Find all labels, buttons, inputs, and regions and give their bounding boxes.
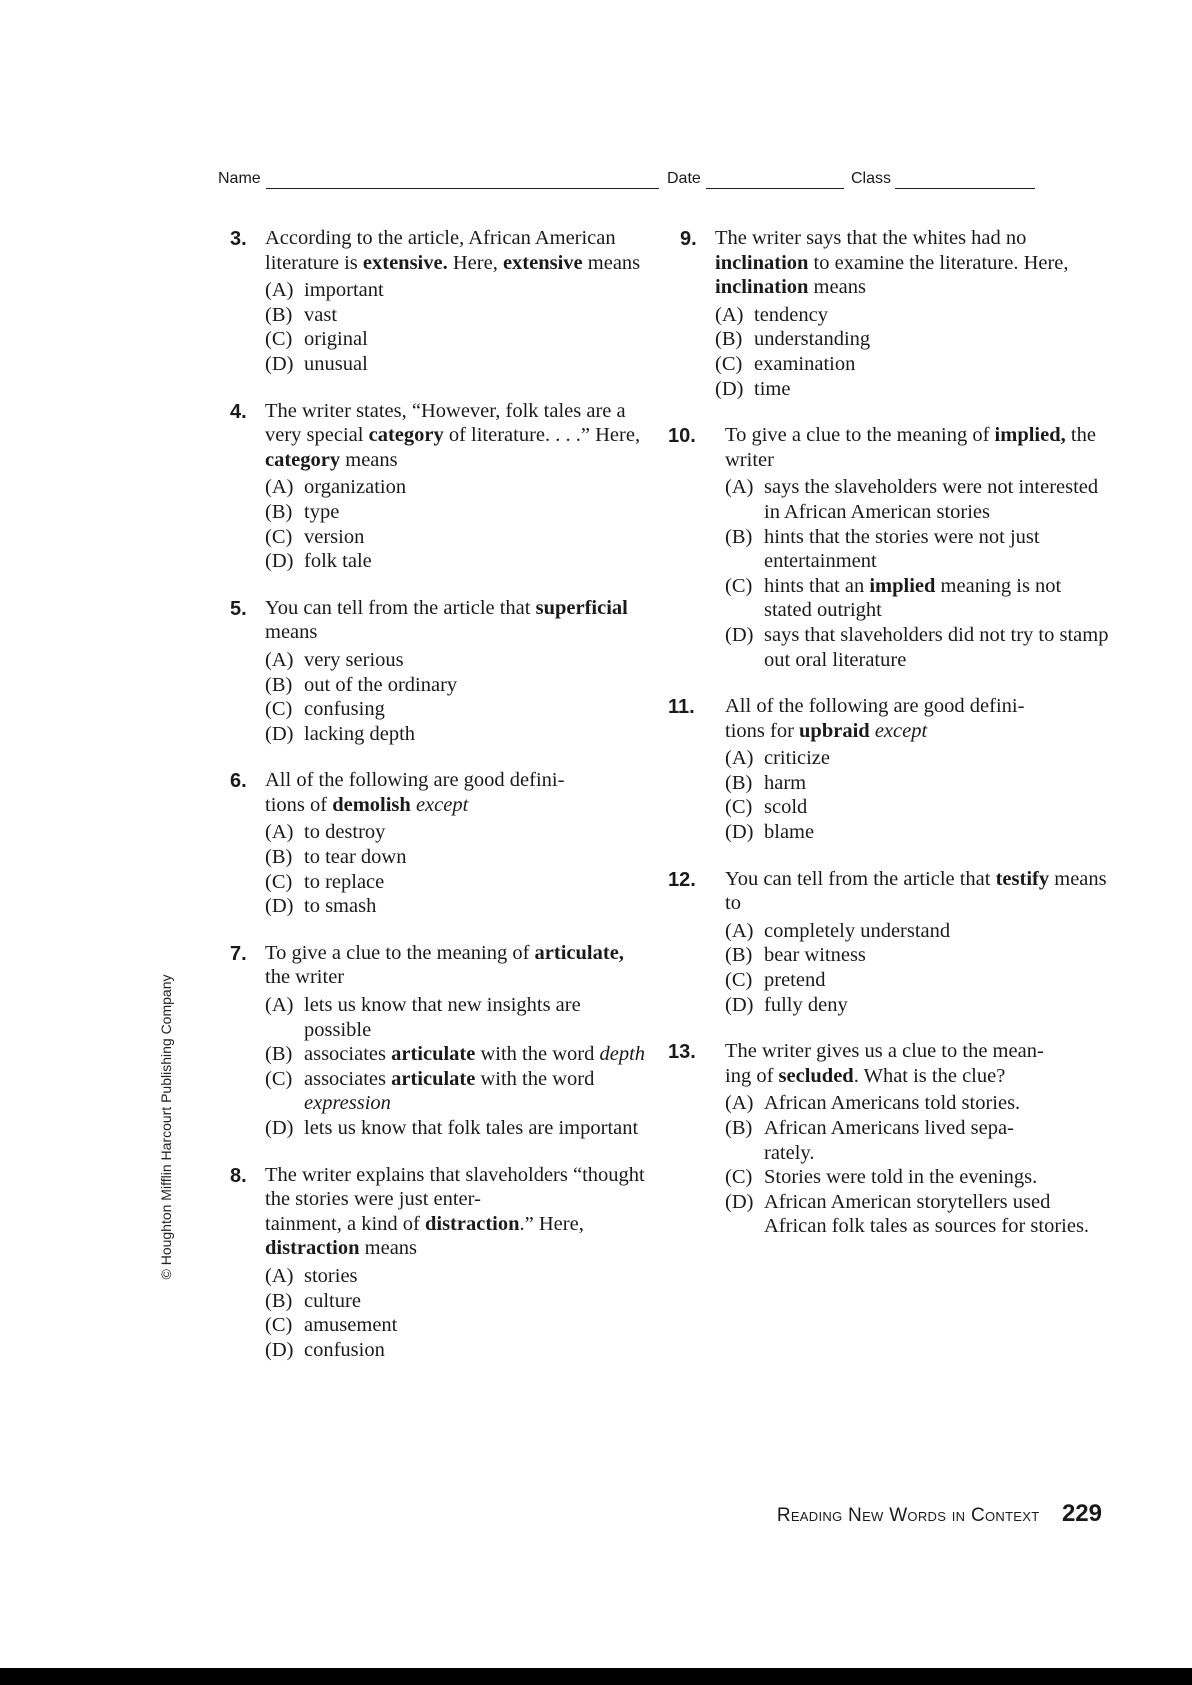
option-letter: (D) xyxy=(715,377,744,400)
option-letter: (C) xyxy=(265,698,293,721)
answer-option xyxy=(265,549,650,574)
footer-title: Reading New Words in Context xyxy=(776,1505,1040,1526)
option-text: tendency xyxy=(754,303,828,326)
answer-options xyxy=(265,648,650,746)
option-letter: (D) xyxy=(725,993,754,1016)
answer-option xyxy=(265,1116,650,1141)
answer-option xyxy=(265,870,650,895)
option-text: original xyxy=(304,328,368,351)
option-letter: (C) xyxy=(725,969,753,992)
answer-option xyxy=(715,377,1110,402)
answer-option xyxy=(265,1067,650,1116)
option-letter: (B) xyxy=(725,771,753,794)
answer-option xyxy=(715,327,1110,352)
question-number: 9. xyxy=(680,228,697,250)
question-stem: According to the article, African American literature is extensive. Here, extensive means xyxy=(265,227,641,274)
question-stem: The writer explains that slaveholders “thought the stories were just enter- tainment, a kind of distraction.” Here, distraction means xyxy=(265,1163,645,1260)
option-letter: (B) xyxy=(725,1117,753,1139)
answer-option xyxy=(725,623,1110,672)
answer-options xyxy=(265,278,650,376)
answer-option xyxy=(725,1165,1110,1190)
option-text: important xyxy=(304,279,384,302)
date-label: Date xyxy=(667,170,701,187)
option-text: to destroy xyxy=(304,821,386,844)
question-stem: All of the following are good defini- tions for upbraid except xyxy=(725,695,1025,742)
answer-option xyxy=(715,352,1110,377)
option-letter: (C) xyxy=(265,328,293,351)
option-letter: (D) xyxy=(265,895,294,918)
question-number: 12. xyxy=(668,868,696,891)
option-text: confusion xyxy=(304,1338,385,1361)
answer-option xyxy=(725,919,1110,944)
option-text: out of the ordinary xyxy=(304,673,458,696)
question-6 xyxy=(230,768,650,919)
option-text: time xyxy=(754,377,791,400)
question-number: 3. xyxy=(230,228,247,250)
question-stem: You can tell from the article that testify means to xyxy=(725,867,1107,915)
question-number: 4. xyxy=(230,400,247,423)
answer-option xyxy=(265,1338,650,1363)
option-text: scold xyxy=(764,796,808,819)
answer-option xyxy=(265,845,650,870)
question-number: 6. xyxy=(230,770,247,793)
option-text: fully deny xyxy=(764,993,848,1016)
copyright-text: © Houghton Mifflin Harcourt Publishing Company xyxy=(158,974,174,1280)
option-text: folk tale xyxy=(304,550,372,573)
answer-option xyxy=(265,1289,650,1314)
question-number: 8. xyxy=(230,1164,247,1187)
question-4 xyxy=(230,399,650,574)
option-letter: (A) xyxy=(265,648,294,671)
answer-option xyxy=(725,943,1110,968)
answer-option xyxy=(725,1116,1110,1165)
option-letter: (D) xyxy=(265,1338,294,1361)
question-stem: The writer says that the whites had no inclination to examine the literature. Here, inclination means xyxy=(715,227,1069,299)
option-letter: (C) xyxy=(265,525,293,548)
question-13 xyxy=(668,1039,1110,1239)
option-letter: (A) xyxy=(265,1264,294,1287)
option-letter: (B) xyxy=(715,328,743,351)
option-letter: (A) xyxy=(265,994,294,1017)
answer-option xyxy=(265,525,650,550)
option-letter: (C) xyxy=(265,1314,293,1337)
question-stem: The writer gives us a clue to the mean- ing of secluded. What is the clue? xyxy=(725,1040,1044,1087)
answer-option xyxy=(265,697,650,722)
option-letter: (B) xyxy=(725,525,753,548)
answer-option xyxy=(265,648,650,673)
question-stem: You can tell from the article that superficial means xyxy=(265,596,628,644)
option-text: to tear down xyxy=(304,846,407,869)
option-text: amusement xyxy=(304,1314,398,1337)
option-text: stories xyxy=(304,1264,358,1287)
answer-option xyxy=(725,771,1110,796)
option-letter: (C) xyxy=(715,352,743,375)
option-text: hints that an implied meaning is not stated outright xyxy=(764,574,1062,622)
question-stem: All of the following are good defini- tions of demolish except xyxy=(265,769,565,816)
question-number: 11. xyxy=(668,696,695,719)
answer-options xyxy=(265,820,650,918)
option-text: Stories were told in the evenings. xyxy=(764,1166,1038,1189)
option-text: type xyxy=(304,500,340,523)
answer-options xyxy=(725,746,1110,844)
question-number: 5. xyxy=(230,597,247,620)
option-text: pretend xyxy=(764,969,826,992)
answer-option xyxy=(715,303,1110,328)
option-text: culture xyxy=(304,1289,361,1312)
answer-option xyxy=(725,525,1110,574)
question-stem: To give a clue to the meaning of articulate, the writer xyxy=(265,941,624,989)
date-field[interactable] xyxy=(706,188,844,189)
option-text: to replace xyxy=(304,870,385,893)
answer-option xyxy=(725,968,1110,993)
answer-option xyxy=(725,746,1110,771)
answer-option xyxy=(265,673,650,698)
option-text: confusing xyxy=(304,698,385,721)
page-number: 229 xyxy=(1061,1500,1102,1527)
answer-option xyxy=(725,993,1110,1018)
option-letter: (C) xyxy=(725,796,753,819)
answer-option xyxy=(265,1313,650,1338)
question-number: 7. xyxy=(230,942,247,965)
answer-options xyxy=(265,1264,650,1362)
option-letter: (A) xyxy=(265,279,294,302)
option-text: African American storytellers used African folk tales as sources for stories. xyxy=(764,1190,1090,1238)
page-footer xyxy=(777,1500,1102,1528)
answer-option xyxy=(265,303,650,328)
answer-options xyxy=(725,919,1110,1017)
question-8 xyxy=(230,1163,650,1363)
question-number: 13. xyxy=(668,1041,696,1064)
option-letter: (D) xyxy=(265,1117,294,1139)
option-text: understanding xyxy=(754,328,871,351)
option-text: says the slaveholders were not interested in African American stories xyxy=(764,476,1099,523)
answer-option xyxy=(725,574,1110,623)
question-stem: The writer states, “However, folk tales are a very special category of literature. . . .” Here, category means xyxy=(265,399,641,471)
answer-option xyxy=(265,1042,650,1067)
option-text: version xyxy=(304,525,365,548)
class-field[interactable] xyxy=(895,188,1035,189)
option-letter: (B) xyxy=(265,1289,293,1312)
option-letter: (D) xyxy=(725,623,754,646)
option-letter: (B) xyxy=(265,1043,293,1066)
right-question-column xyxy=(668,226,1110,1261)
answer-option xyxy=(265,722,650,747)
answer-options xyxy=(725,1091,1110,1239)
option-letter: (B) xyxy=(265,846,293,869)
option-letter: (B) xyxy=(725,944,753,967)
option-text: African Americans told stories. xyxy=(764,1092,1021,1115)
option-text: associates articulate with the word expression xyxy=(304,1067,595,1115)
question-11 xyxy=(668,694,1110,845)
option-letter: (B) xyxy=(265,673,293,696)
answer-options xyxy=(725,475,1110,672)
option-text: hints that the stories were not just entertainment xyxy=(764,525,1040,573)
answer-option xyxy=(265,1264,650,1289)
answer-option xyxy=(265,894,650,919)
answer-option xyxy=(265,500,650,525)
question-7 xyxy=(230,941,650,1141)
option-text: lacking depth xyxy=(304,722,416,745)
left-question-column xyxy=(230,226,650,1384)
answer-option xyxy=(265,820,650,845)
question-3 xyxy=(230,226,650,377)
question-number: 10. xyxy=(668,425,696,448)
option-letter: (A) xyxy=(715,303,744,326)
answer-option xyxy=(265,278,650,303)
option-letter: (A) xyxy=(725,1092,754,1115)
answer-option xyxy=(265,327,650,352)
option-text: vast xyxy=(304,303,338,326)
option-text: unusual xyxy=(304,352,368,375)
option-text: lets us know that new insights are possible xyxy=(304,994,581,1041)
option-text: harm xyxy=(764,771,807,794)
option-text: associates articulate with the word depth xyxy=(304,1043,646,1066)
question-12 xyxy=(668,867,1110,1018)
option-letter: (A) xyxy=(725,476,754,499)
option-text: says that slaveholders did not try to stamp out oral literature xyxy=(764,623,1109,671)
question-10 xyxy=(668,423,1110,672)
option-text: very serious xyxy=(304,648,404,671)
option-letter: (A) xyxy=(725,747,754,770)
option-letter: (C) xyxy=(725,1166,753,1189)
answer-option xyxy=(265,352,650,377)
option-text: lets us know that folk tales are important xyxy=(304,1117,639,1139)
name-label: Name xyxy=(218,170,261,187)
answer-options xyxy=(715,303,1110,401)
answer-option xyxy=(725,820,1110,845)
option-letter: (D) xyxy=(265,352,294,375)
name-field[interactable] xyxy=(266,188,659,189)
class-label: Class xyxy=(851,170,892,187)
option-letter: (D) xyxy=(265,550,294,573)
option-text: to smash xyxy=(304,895,377,918)
option-letter: (C) xyxy=(265,870,293,893)
option-text: blame xyxy=(764,821,815,844)
option-letter: (D) xyxy=(725,1190,754,1213)
answer-options xyxy=(265,993,650,1141)
option-text: examination xyxy=(754,352,856,375)
option-letter: (C) xyxy=(265,1067,293,1090)
answer-option xyxy=(265,475,650,500)
bottom-border xyxy=(0,1668,1192,1685)
option-letter: (D) xyxy=(265,722,294,745)
option-letter: (A) xyxy=(265,821,294,844)
option-letter: (D) xyxy=(725,821,754,844)
option-letter: (A) xyxy=(725,919,754,942)
question-5 xyxy=(230,596,650,747)
answer-option xyxy=(725,795,1110,820)
answer-options xyxy=(265,475,650,573)
option-letter: (A) xyxy=(265,476,294,499)
question-stem: To give a clue to the meaning of implied, the writer xyxy=(725,424,1096,471)
option-text: criticize xyxy=(764,747,831,770)
option-letter: (B) xyxy=(265,500,293,523)
answer-option xyxy=(725,1190,1110,1239)
option-text: bear witness xyxy=(764,944,866,967)
option-letter: (B) xyxy=(265,303,293,326)
answer-option xyxy=(725,1091,1110,1116)
answer-option xyxy=(725,475,1110,524)
question-9 xyxy=(680,226,1110,401)
option-text: organization xyxy=(304,476,407,499)
option-text: completely understand xyxy=(764,919,951,942)
answer-option xyxy=(265,993,650,1042)
option-letter: (C) xyxy=(725,574,753,597)
option-text: African Americans lived sepa- rately. xyxy=(764,1117,1014,1164)
student-info-header xyxy=(218,170,1094,192)
